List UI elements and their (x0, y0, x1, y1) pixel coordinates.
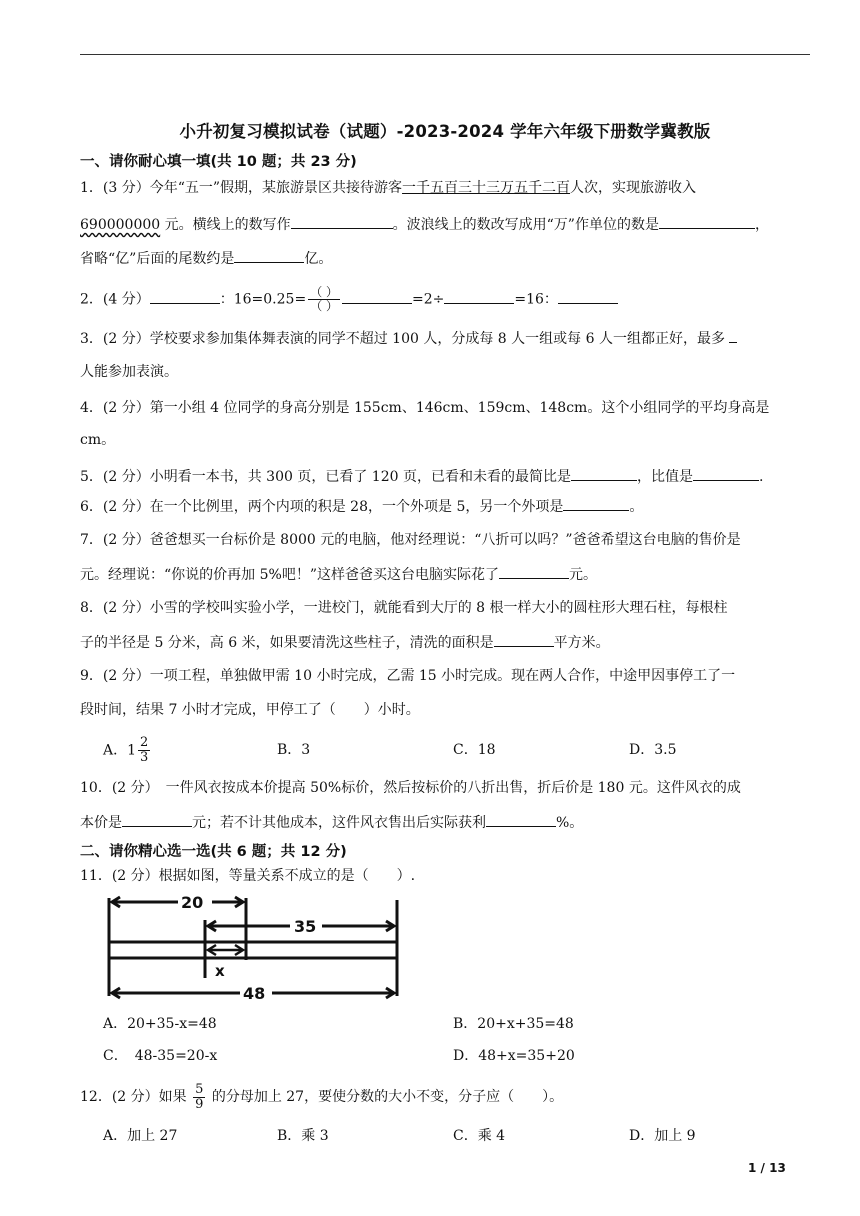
q9-option-d[interactable]: D．3.5 (629, 742, 677, 758)
question-7-line-2: 元。经理说：“你说的价再加 5%吧！”这样爸爸买这台电脑实际花了 元。 (80, 564, 812, 585)
q11-option-c[interactable]: C． 48-35=20-x (103, 1048, 218, 1064)
question-8-line-2: 子的半径是 5 分米，高 6 米，如果要清洗这些柱子，清洗的面积是 平方米。 (80, 632, 812, 653)
answer-blank[interactable] (150, 289, 220, 304)
q1-underlined-number: 一千五百三十三万五千二百 (402, 180, 571, 196)
answer-blank[interactable] (444, 289, 514, 304)
q12-option-b[interactable]: B．乘 3 (277, 1128, 329, 1144)
q1-wavy-number: 690000000 (80, 217, 161, 233)
q9-option-c[interactable]: C．18 (453, 742, 496, 758)
answer-blank[interactable] (659, 214, 755, 229)
answer-blank[interactable] (234, 248, 304, 263)
answer-blank[interactable] (499, 564, 569, 579)
question-4-line-1: 4．(2 分）第一小组 4 位同学的身高分别是 155cm、146cm、159cm、148cm。这个小组同学的平均身高是 (80, 400, 770, 416)
question-9-line-2: 段时间，结果 7 小时才完成，甲停工了（ ）小时。 (80, 702, 420, 718)
question-1-line-1: 1．(3 分）今年“五一”假期，某旅游景区共接待游客一千五百三十三万五千二百人次，实现旅游收入 (80, 180, 697, 196)
answer-blank[interactable] (729, 328, 737, 343)
q9-option-a[interactable]: A．1 $\frac{2}{3}$ (103, 735, 149, 765)
diagram-label-x: x (215, 962, 225, 980)
question-6: 6．(2 分）在一个比例里，两个内项的积是 28，一个外项是 5，另一个外项是 。 (80, 496, 812, 517)
answer-blank[interactable] (494, 632, 554, 647)
question-2: 2．(4 分） ：16=0.25= $\frac{( )}{( )}$ =2÷ =16： (80, 286, 812, 313)
question-4-line-2: cm。 (80, 432, 116, 448)
question-11-stem: 11．(2 分）根据如图，等量关系不成立的是（ ）. (80, 868, 416, 884)
question-9-line-1: 9．(2 分）一项工程，单独做甲需 10 小时完成，乙需 15 小时完成。现在两人合作，中途甲因事停工了一 (80, 668, 736, 684)
answer-blank[interactable] (122, 812, 192, 827)
diagram-label-48: 48 (243, 984, 266, 1003)
answer-blank[interactable] (563, 496, 629, 511)
section-1-heading: 一、请你耐心填一填(共 10 题；共 23 分) (80, 154, 357, 170)
answer-blank[interactable] (342, 289, 412, 304)
page-number: 1 / 13 (748, 1161, 786, 1175)
question-5: 5．(2 分）小明看一本书，共 300 页，已看了 120 页，已看和未看的最简比是 ，比值是 . (80, 466, 812, 487)
q12-option-a[interactable]: A．加上 27 (103, 1128, 178, 1144)
question-1-line-2: 690000000 元。横线上的数写作 。波浪线上的数改写成用“万”作单位的数是 ， (80, 214, 812, 235)
q12-option-d[interactable]: D．加上 9 (629, 1128, 696, 1144)
page-title: 小升初复习模拟试卷（试题）-2023-2024 学年六年级下册数学冀教版 (179, 122, 711, 141)
question-1-line-3: 省略“亿”后面的尾数约是 亿。 (80, 248, 812, 269)
diagram-label-20: 20 (181, 893, 204, 912)
answer-blank[interactable] (571, 466, 637, 481)
question-10-line-1: 10．(2 分） 一件风衣按成本价提高 50%标价，然后按标价的八折出售，折后价是 180 元。这件风衣的成 (80, 780, 741, 796)
q11-option-b[interactable]: B．20+x+35=48 (453, 1016, 574, 1032)
answer-blank[interactable] (291, 214, 393, 229)
question-3-line-1: 3．(2 分）学校要求参加集体舞表演的同学不超过 100 人，分成每 8 人一组或每 6 人一组都正好，最多 (80, 328, 812, 349)
answer-blank[interactable] (558, 289, 618, 304)
question-10-line-2: 本价是 元；若不计其他成本，这件风衣售出后实际获利 %。 (80, 812, 812, 833)
line-segment-diagram (100, 892, 406, 1004)
header-rule (80, 54, 810, 55)
q11-option-a[interactable]: A．20+35-x=48 (103, 1016, 217, 1032)
answer-blank[interactable] (693, 466, 759, 481)
q11-option-d[interactable]: D．48+x=35+20 (453, 1048, 575, 1064)
question-8-line-1: 8．(2 分）小雪的学校叫实验小学，一进校门，就能看到大厅的 8 根一样大小的圆柱形大理石柱，每根柱 (80, 600, 728, 616)
q9-option-b[interactable]: B．3 (277, 742, 311, 758)
fraction-blank[interactable]: $\frac{( )}{( )}$ (310, 285, 339, 313)
question-7-line-1: 7．(2 分）爸爸想买一台标价是 8000 元的电脑，他对经理说：“八折可以吗？”爸爸希望这台电脑的售价是 (80, 532, 741, 548)
section-2-heading: 二、请你精心选一选(共 6 题；共 12 分) (80, 844, 347, 860)
question-3-line-2: 人能参加表演。 (80, 364, 178, 380)
question-12: 12．(2 分）如果 $\frac{5}{9}$ 的分母加上 27，要使分数的大小不变，分子应（ ）。 (80, 1081, 564, 1112)
answer-blank[interactable] (486, 812, 556, 827)
diagram-label-35: 35 (294, 917, 317, 936)
q12-option-c[interactable]: C．乘 4 (453, 1128, 506, 1144)
